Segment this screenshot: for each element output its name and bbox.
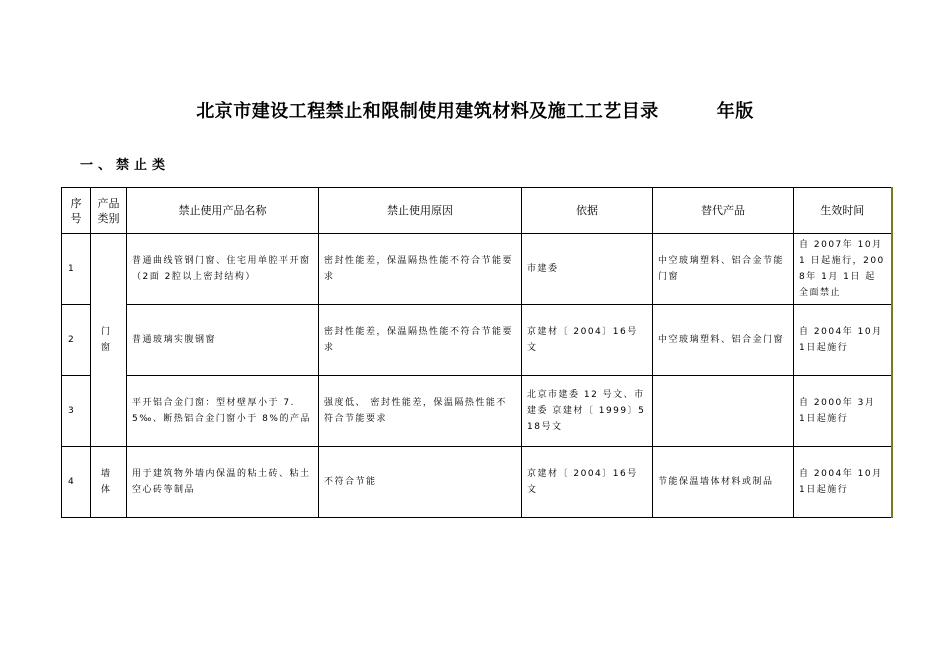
row-name: 普通曲线管钢门窗、住宅用单腔平开窗（2面 2腔以上密封结构） <box>127 234 319 305</box>
row-category: 门窗 <box>91 234 127 447</box>
title-year-suffix: 年版 <box>716 101 754 122</box>
catalog-table <box>61 187 893 518</box>
row-no: 1 <box>62 234 91 305</box>
row-alternative: 中空玻璃塑料、铝合金门窗 <box>653 305 794 376</box>
table-row <box>62 376 892 447</box>
section-label: 一、禁止类 <box>80 158 171 173</box>
row-reason: 不符合节能 <box>319 447 522 518</box>
row-no: 2 <box>62 305 91 376</box>
row-alternative <box>653 376 794 447</box>
row-reason: 密封性能差，保温隔热性能不符合节能要求 <box>319 305 522 376</box>
header-name: 禁止使用产品名称 <box>127 188 319 234</box>
title-text: 北京市建设工程禁止和限制使用建筑材料及施工工艺目录 <box>196 101 659 122</box>
header-alternative: 替代产品 <box>653 188 794 234</box>
header-effective: 生效时间 <box>794 188 892 234</box>
row-basis: 市建委 <box>522 234 653 305</box>
row-category: 墙体 <box>91 447 127 518</box>
row-alternative: 中空玻璃塑料、铝合金节能门窗 <box>653 234 794 305</box>
row-no: 4 <box>62 447 91 518</box>
row-name: 平开铝合金门窗：型材壁厚小于 7.5‰、断热铝合金门窗小于 8%的产品 <box>127 376 319 447</box>
row-basis: 京建材〔 2004〕16号文 <box>522 305 653 376</box>
table-header-row <box>62 188 892 234</box>
row-alternative: 节能保温墙体材料或制品 <box>653 447 794 518</box>
row-no: 3 <box>62 376 91 447</box>
row-name: 用于建筑物外墙内保温的粘土砖、粘土空心砖等制品 <box>127 447 319 518</box>
row-reason: 强度低、 密封性能差，保温隔热性能不符合节能要求 <box>319 376 522 447</box>
table-row <box>62 234 892 305</box>
header-no: 序号 <box>62 188 91 234</box>
table-row <box>62 447 892 518</box>
row-basis: 北京市建委 12 号文、市建委 京建材〔 1999〕518号文 <box>522 376 653 447</box>
row-reason: 密封性能差，保温隔热性能不符合节能要求 <box>319 234 522 305</box>
row-effective: 自 2004年 10月 1日起施行 <box>794 447 892 518</box>
row-effective: 自 2000年 3月 1日起施行 <box>794 376 892 447</box>
row-effective: 自 2004年 10月 1日起施行 <box>794 305 892 376</box>
row-name: 普通玻璃实腹钢窗 <box>127 305 319 376</box>
table-row <box>62 305 892 376</box>
document-title <box>0 97 950 123</box>
header-reason: 禁止使用原因 <box>319 188 522 234</box>
header-basis: 依据 <box>522 188 653 234</box>
row-basis: 京建材〔 2004〕16号文 <box>522 447 653 518</box>
header-category: 产品类别 <box>91 188 127 234</box>
row-effective: 自 2007年 10月 1 日起施行，2008年 1月 1日 起全面禁止 <box>794 234 892 305</box>
